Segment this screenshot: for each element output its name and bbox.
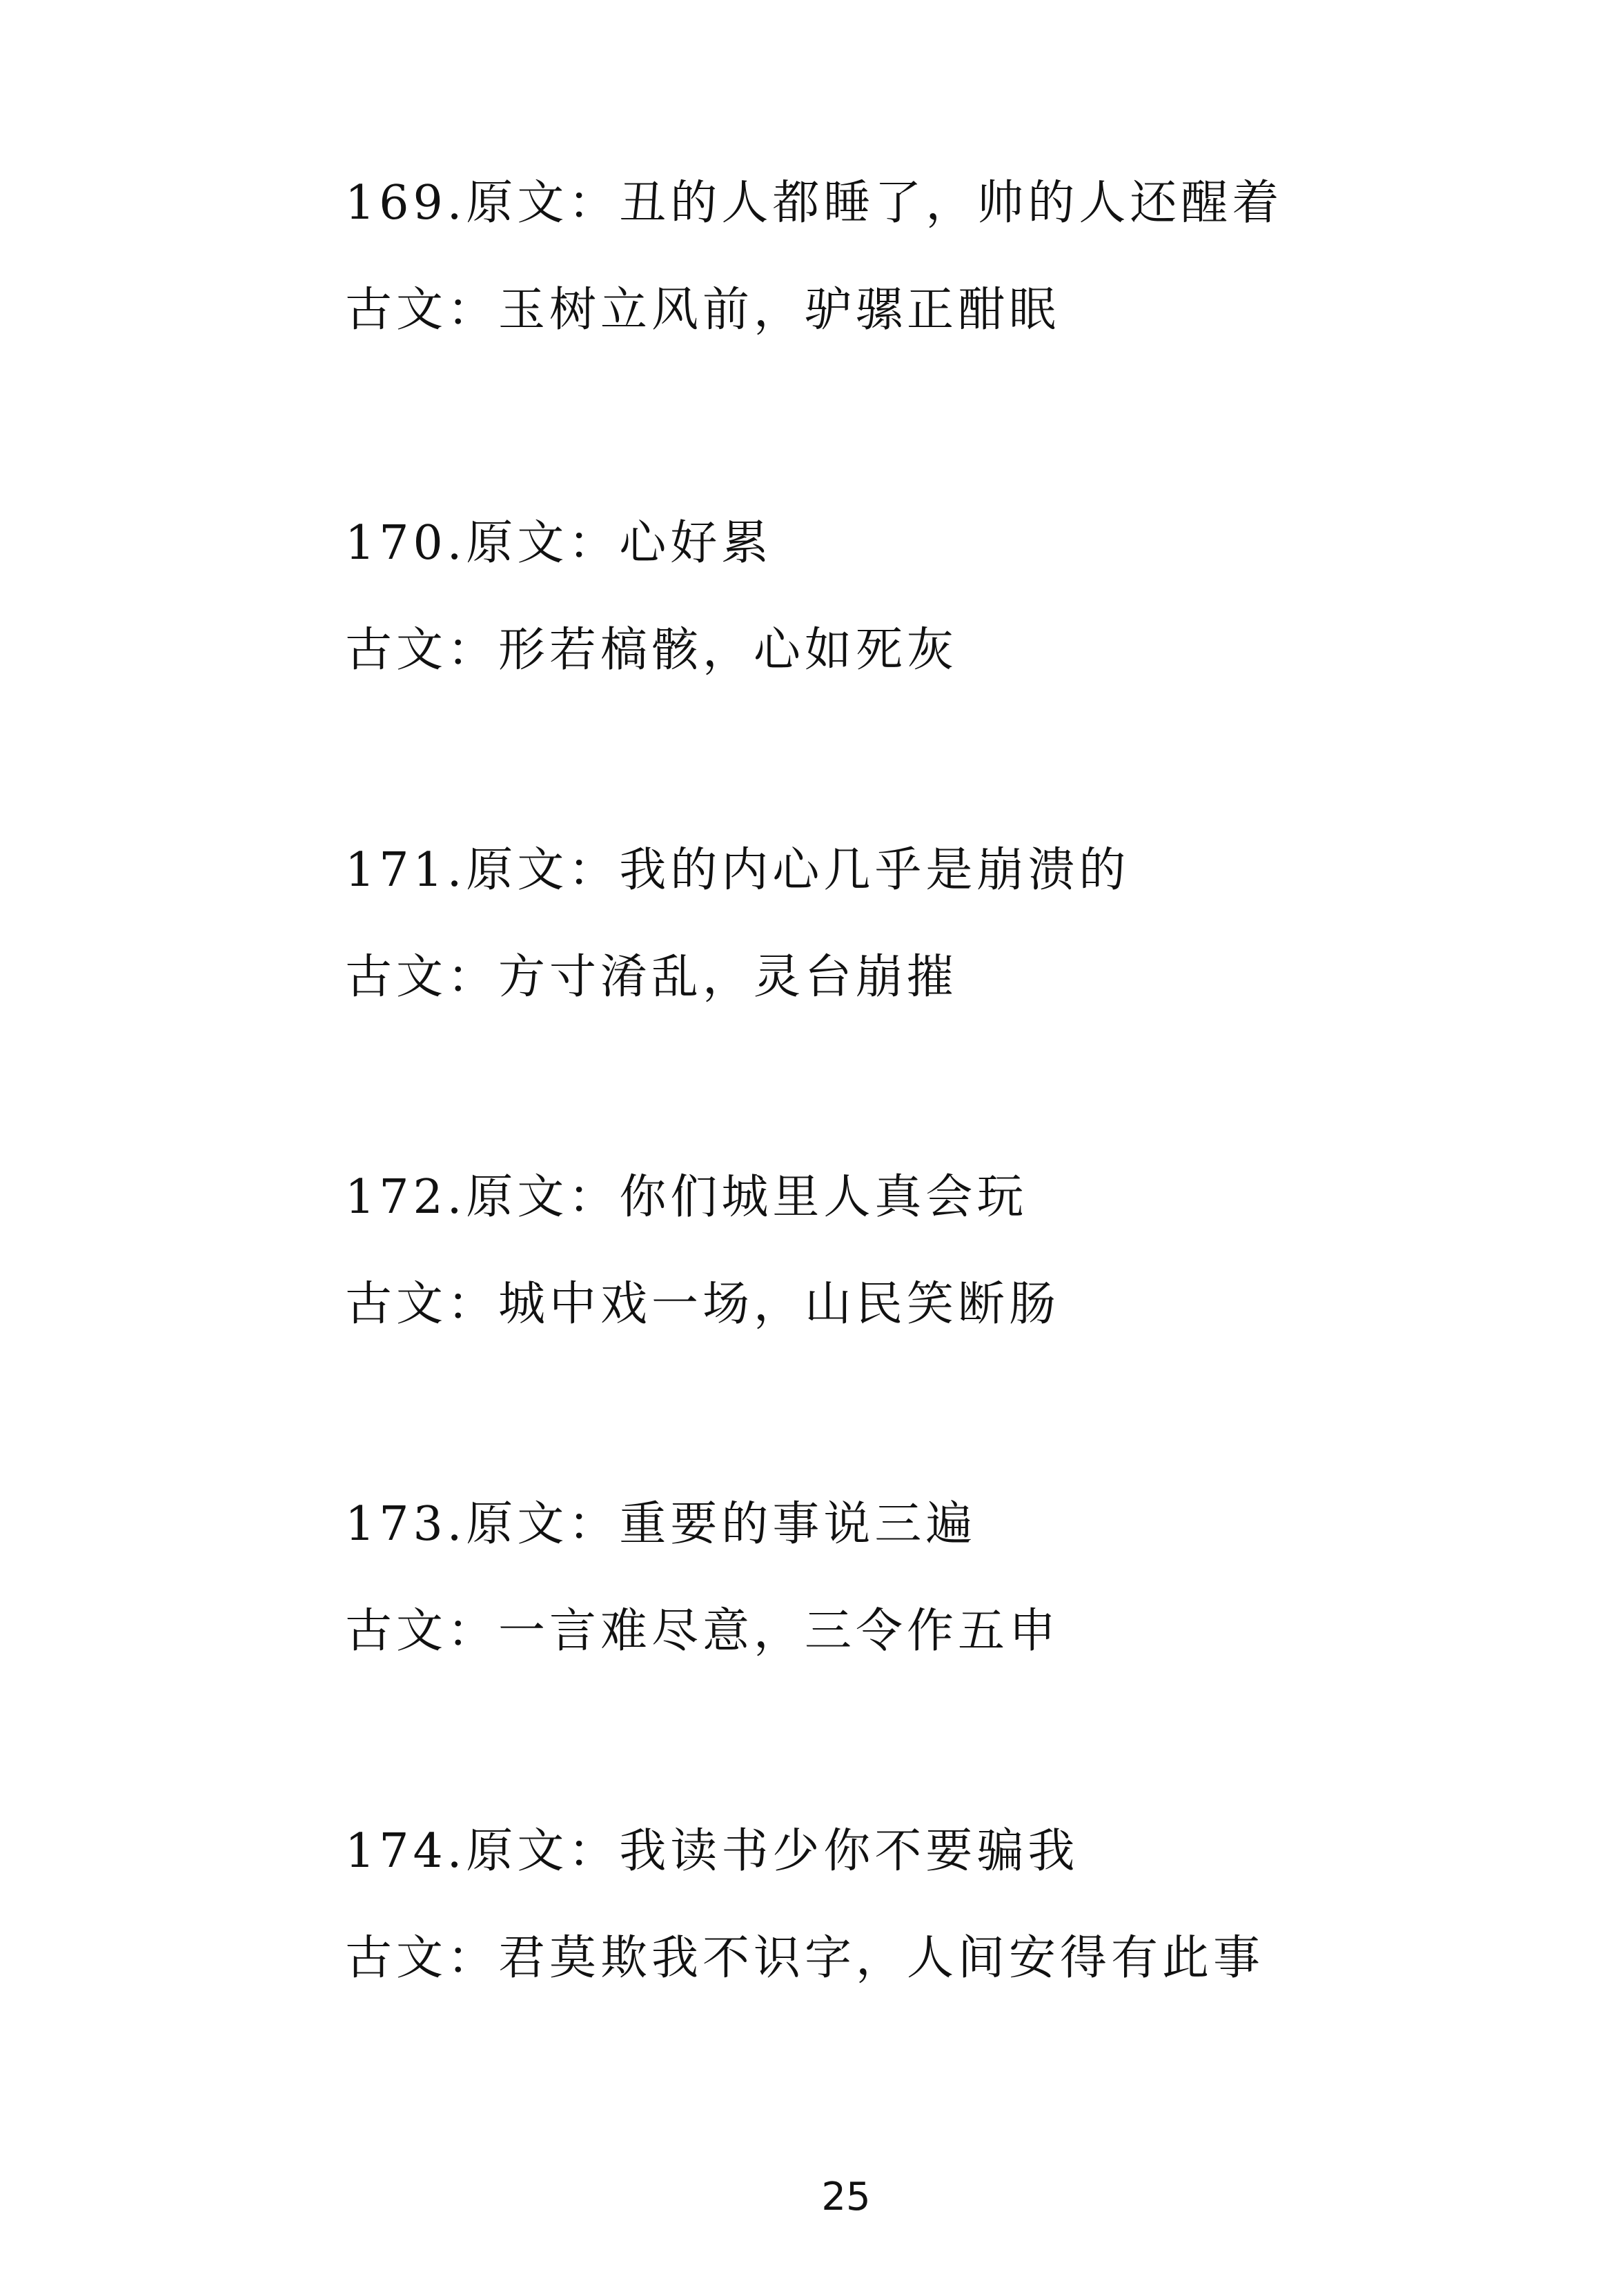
modern-text: 174.原文：我读书少你不要骗我 xyxy=(345,1824,1079,1879)
entry-171[interactable] xyxy=(345,843,1518,1005)
entry-172[interactable] xyxy=(345,1170,1518,1332)
modern-text: 172.原文：你们城里人真会玩 xyxy=(345,1170,1028,1225)
classical-translation: 古文：君莫欺我不识字，人间安得有此事 xyxy=(345,1931,1265,1986)
classical-translation: 古文：一言难尽意，三令作五申 xyxy=(345,1604,1061,1659)
modern-text: 169.原文：丑的人都睡了，帅的人还醒着 xyxy=(345,176,1283,230)
classical-translation: 古文：城中戏一场，山民笑断肠 xyxy=(345,1277,1061,1332)
page-number: 25 xyxy=(821,2175,871,2219)
classical-translation: 古文：方寸淆乱，灵台崩摧 xyxy=(345,950,958,1004)
classical-translation: 古文：玉树立风前，驴骡正酣眠 xyxy=(345,283,1061,337)
modern-text: 171.原文：我的内心几乎是崩溃的 xyxy=(345,843,1130,898)
entry-173[interactable] xyxy=(345,1497,1518,1659)
entry-170[interactable] xyxy=(345,516,1518,678)
classical-translation: 古文：形若槁骸，心如死灰 xyxy=(345,623,958,677)
entry-169[interactable] xyxy=(345,176,1518,338)
modern-text: 173.原文：重要的事说三遍 xyxy=(345,1497,977,1552)
entry-174[interactable] xyxy=(345,1824,1518,1986)
modern-text: 170.原文：心好累 xyxy=(345,516,773,571)
